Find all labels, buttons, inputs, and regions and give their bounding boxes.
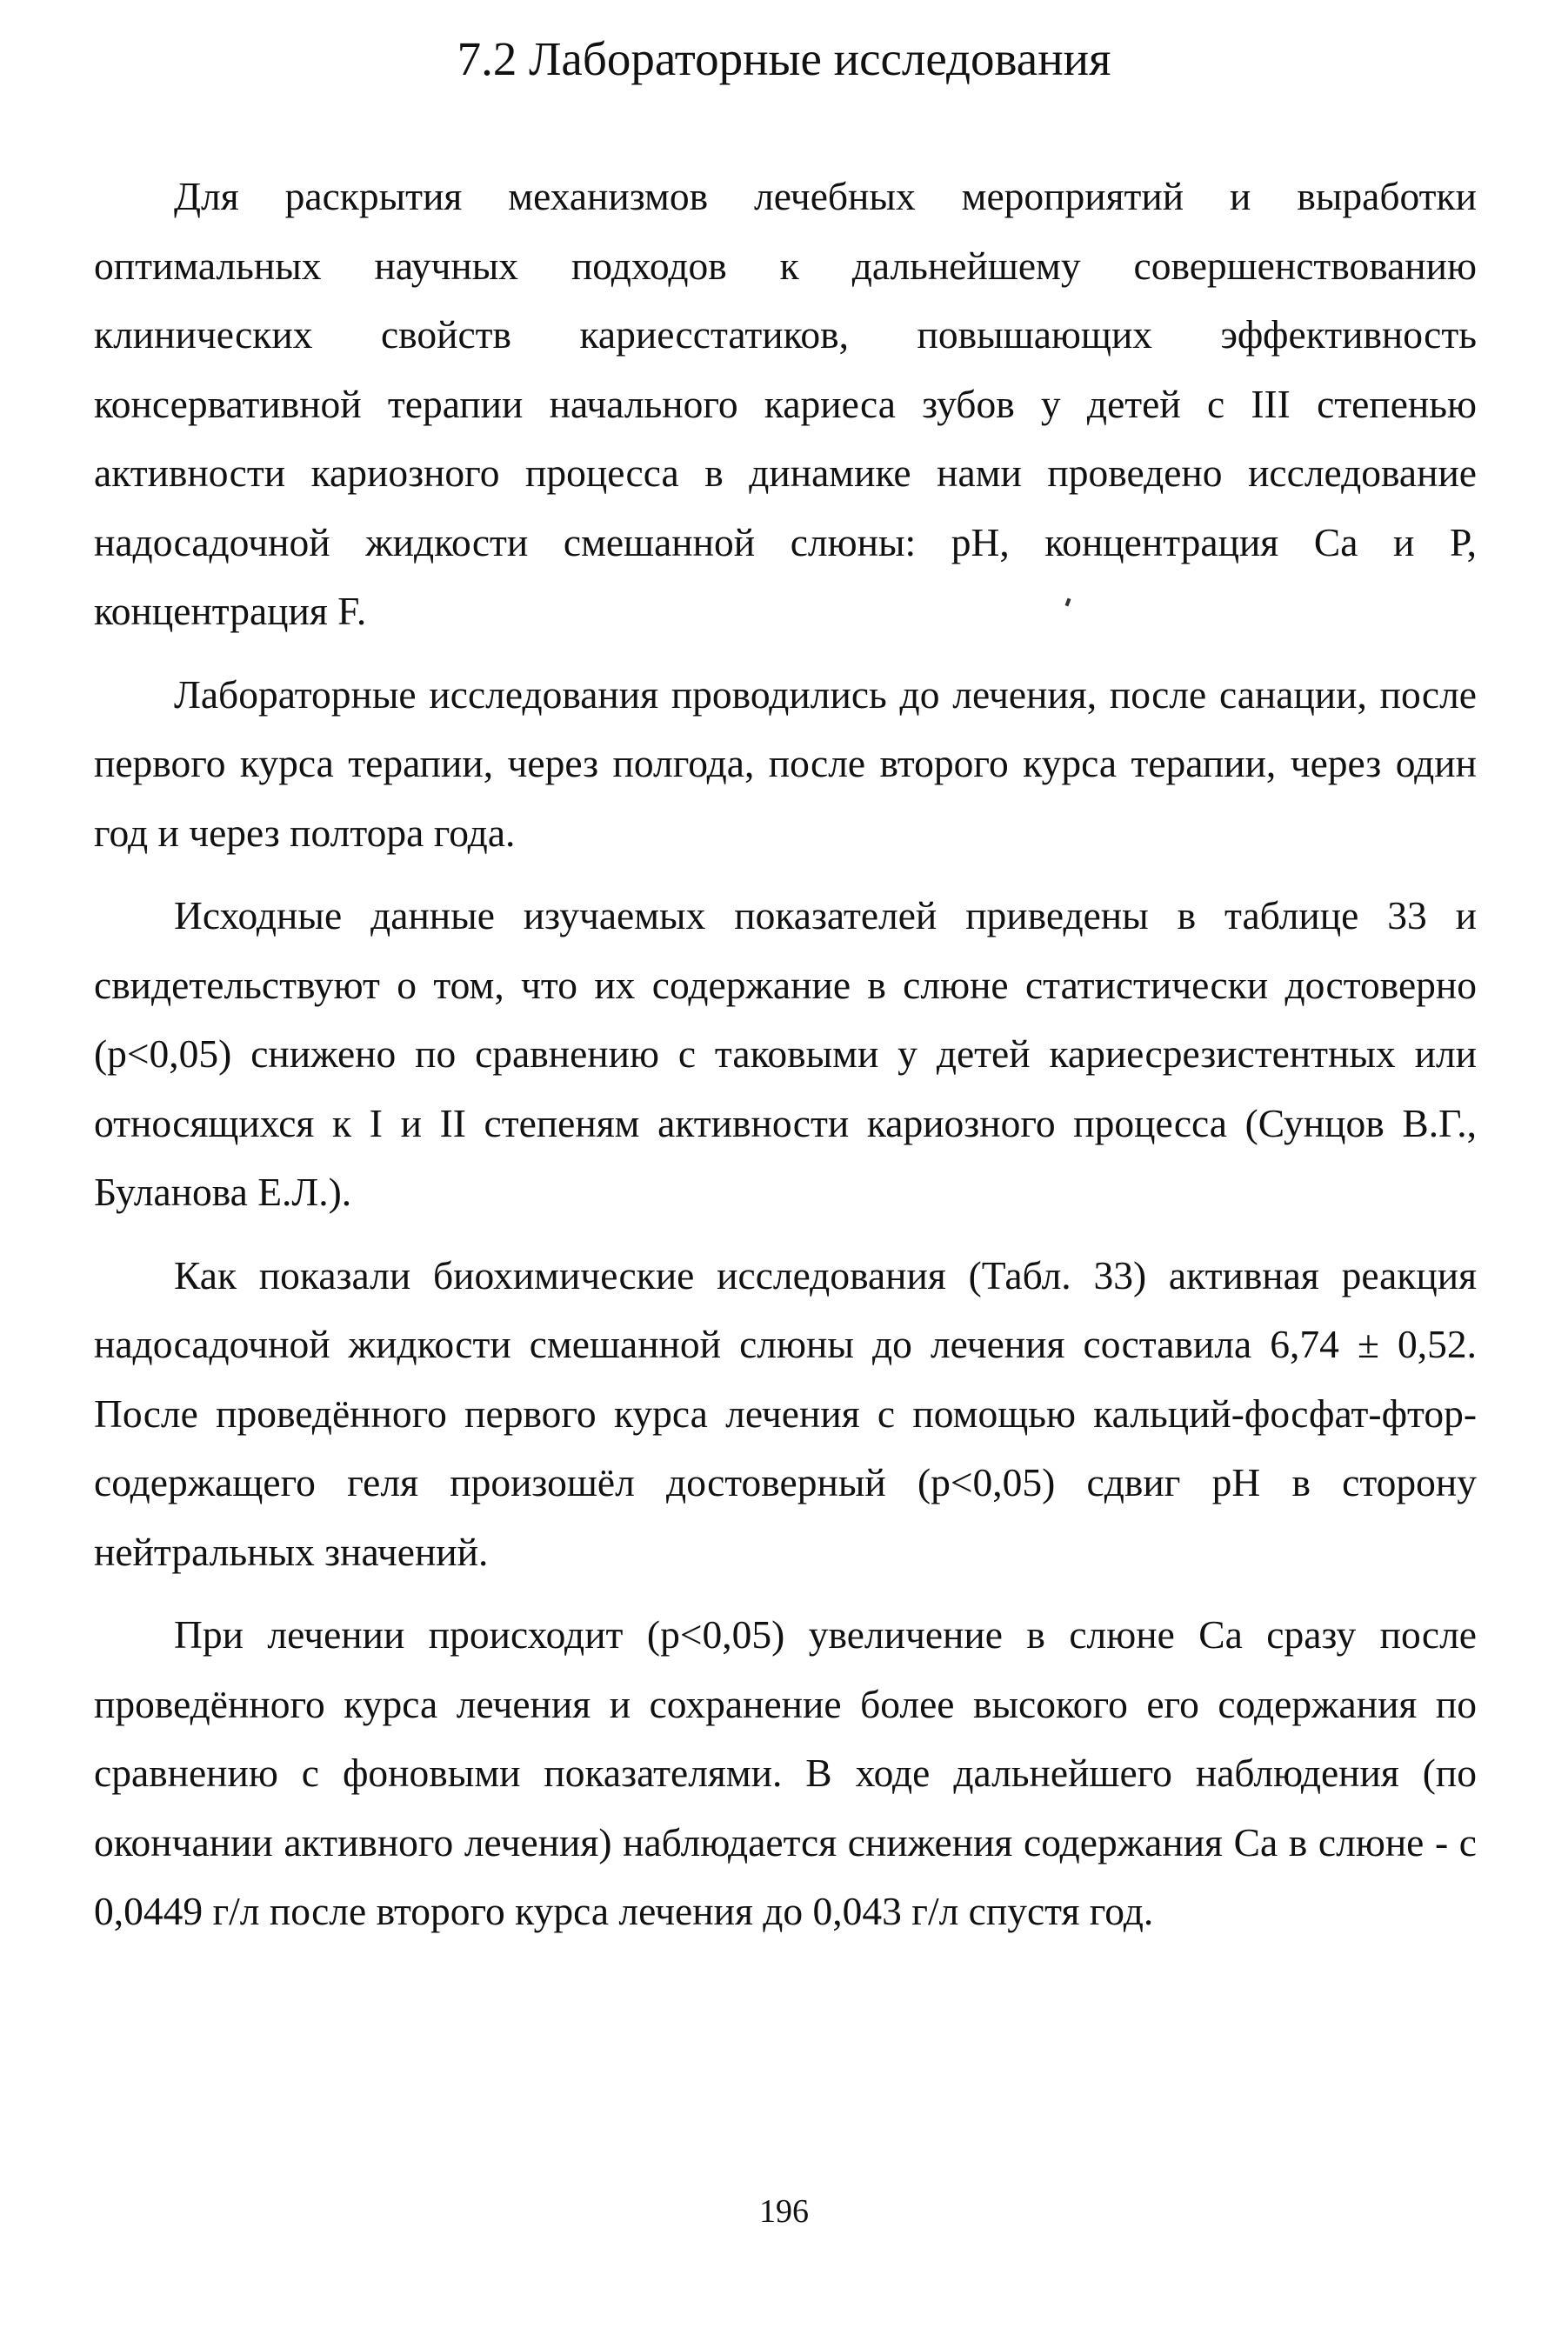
section-heading: 7.2 Лабораторные исследования: [457, 32, 1111, 85]
body-text: [94, 162, 1477, 1960]
paragraph-baseline-data: Исходные данные изучаемых показателей приведены в таблице 33 и свидетельствуют о том, что их содержание в слюне статистически достоверно (р<0,05) снижено по сравнению с таковыми у детей кариесрезистентных или относящихся к I и II степеням активности кариозного процесса (Сунцов В.Г., Буланова Е.Л.).: [94, 893, 1477, 1214]
paragraph-study-timeline: Лабораторные исследования проводились до лечения, после санации, после первого курса терапии, через полгода, после второго курса терапии, через один год и через полтора года.: [94, 671, 1477, 855]
paragraph-ph-results: Как показали биохимические исследования (Табл. 33) активная реакция надосадочной жидкости смешанной слюны до лечения составила 6,74 ± 0,52. После проведённого первого курса лечения с помощью кальций-фосфат-фтор-содержащего геля произошёл достоверный (р<0,05) сдвиг pH в сторону нейтральных значений.: [94, 1252, 1477, 1574]
paragraph-research-purpose: Для раскрытия механизмов лечебных мероприятий и выработки оптимальных научных подходов к дальнейшему совершенствованию клинических свойств кариесстатиков, повышающих эффективность консервативной терапии начального кариеса зубов у детей с III степенью активности кариозного процесса в динамике нами проведено исследование надосадочной жидкости смешанной слюны: pH, концентрация Са и Р, концентрация F.: [94, 174, 1477, 633]
page-number: 196: [759, 2193, 809, 2230]
paragraph-calcium-results: При лечении происходит (р<0,05) увеличение в слюне Са сразу после проведённого курса лечения и сохранение более высокого его содержания по сравнению с фоновыми показателями. В ходе дальнейшего наблюдения (по окончании активного лечения) наблюдается снижения содержания Са в слюне - с 0,0449 г/л после второго курса лечения до 0,043 г/л спустя год.: [94, 1612, 1477, 1933]
